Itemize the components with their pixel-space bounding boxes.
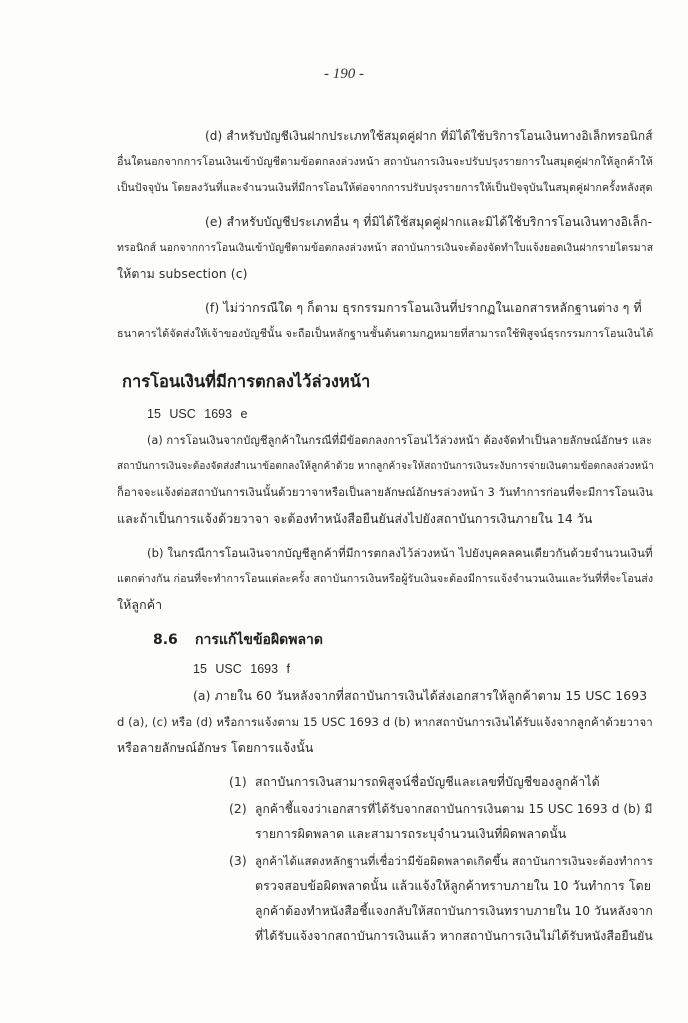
para-f-line-1: (f) ไม่ว่ากรณีใด ๆ ก็ตาม ธุรกรรมการโอนเงินที่ปรากฏในเอกสารหลักฐานต่าง ๆ ที่ [205, 300, 642, 315]
list-item-1-line-1: สถาบันการเงินสามารถพิสูจน์ชื่อบัญชีและเลขที่บัญชีของลูกค้าได้ [255, 774, 600, 789]
para-e-line-1: (e) สำหรับบัญชีประเภทอื่น ๆ ที่มิได้ใช้สมุดคู่ฝากและมิได้ใช้บริการโอนเงินทางอิเล็ก- [205, 215, 653, 229]
para-b1-line-3: ให้ลูกค้า [117, 597, 163, 612]
para-a1-line-3: ก็อาจจะแจ้งต่อสถาบันการเงินนั้นด้วยวาจาหรือเป็นลายลักษณ์อักษรล่วงหน้า 3 วันทำการก่อนที่จะมีการโอนเงิน [117, 486, 653, 499]
subsection-ref: 15 USC 1693 f [193, 662, 290, 676]
para-f-line-2: ธนาคารได้จัดส่งให้เจ้าของบัญชีนั้น จะถือเป็นหลักฐานชั้นต้นตามกฎหมายที่สามารถใช้พิสูจน์ธุรกรรมการโอนเงินได้ [117, 327, 654, 340]
subsection-number: 8.6 [153, 632, 178, 648]
para-b1-line-2: แตกต่างกัน ก่อนที่จะทำการโอนแต่ละครั้ง สถาบันการเงินหรือผู้รับเงินจะต้องมีการแจ้งจำนวนเงินและวันที่ที่จะโอนส่ง [117, 572, 654, 585]
subsection-title: การแก้ไขข้อผิดพลาด [195, 632, 324, 648]
list-item-2-number: (2) [229, 801, 247, 816]
section-heading: การโอนเงินที่มีการตกลงไว้ล่วงหน้า [122, 372, 371, 391]
para-b1-line-1: (b) ในกรณีการโอนเงินจากบัญชีลูกค้าที่มีการตกลงไว้ล่วงหน้า ไปยังบุคคลคนเดียวกันด้วยจำนวนเงินที่ [147, 546, 653, 560]
para-a1-line-2: สถาบันการเงินจะต้องจัดส่งสำเนาข้อตกลงให้ลูกค้าด้วย หากลูกค้าจะให้สถาบันการเงินระงับการจ่ายเงินตามข้อตกลงล่วงหน้า [117, 461, 654, 472]
para-a2-line-1: (a) ภายใน 60 วันหลังจากที่สถาบันการเงินได้ส่งเอกสารให้ลูกค้าตาม 15 USC 1693 [193, 688, 648, 703]
list-item-3-line-1: ลูกค้าได้แสดงหลักฐานที่เชื่อว่ามีข้อผิดพลาดเกิดขึ้น สถาบันการเงินจะต้องทำการ [255, 854, 654, 868]
para-a2-line-2: d (a), (c) หรือ (d) หรือการแจ้งตาม 15 USC 1693 d (b) หากสถาบันการเงินได้รับแจ้งจากลูกค้าด้วยวาจา [117, 715, 653, 729]
list-item-3-line-3: ลูกค้าต้องทำหนังสือชี้แจงกลับให้สถาบันการเงินทราบภายใน 10 วันหลังจาก [255, 904, 653, 918]
list-item-1-number: (1) [229, 774, 247, 789]
para-d-line-1: (d) สำหรับบัญชีเงินฝากประเภทใช้สมุดคู่ฝาก ที่มิได้ใช้บริการโอนเงินทางอิเล็กทรอนิกส์ [205, 129, 653, 143]
para-e-line-2: ทรอนิกส์ นอกจากการโอนเงินเข้าบัญชีตามข้อตกลงล่วงหน้า สถาบันการเงินจะต้องจัดทำใบแจ้งยอดเงินฝากรายไตรมาส [117, 242, 654, 254]
list-item-3-line-4: ที่ได้รับแจ้งจากสถาบันการเงินแล้ว หากสถาบันการเงินไม่ได้รับหนังสือยืนยัน [255, 929, 653, 943]
subsection-heading [153, 631, 323, 649]
para-d-line-3: เป็นปัจจุบัน โดยลงวันที่และจำนวนเงินที่มีการโอนให้ต่อจากการปรับปรุงรายการให้เป็นปัจจุบันในสมุดคู่ฝากครั้งหลังสุด [117, 182, 653, 194]
para-e-line-3: ให้ตาม subsection (c) [117, 266, 248, 281]
para-a2-line-3: หรือลายลักษณ์อักษร โดยการแจ้งนั้น [117, 740, 314, 755]
section-ref: 15 USC 1693 e [147, 407, 248, 421]
para-d-line-2: อื่นใดนอกจากการโอนเงินเข้าบัญชีตามข้อตกลงล่วงหน้า สถาบันการเงินจะปรับปรุงรายการในสมุดคู่ฝากให้ลูกค้าให้ [117, 155, 653, 168]
list-item-2-line-1: ลูกค้าชี้แจงว่าเอกสารที่ได้รับจากสถาบันการเงินตาม 15 USC 1693 d (b) มี [255, 802, 653, 816]
list-item-3-line-2: ตรวจสอบข้อผิดพลาดนั้น แล้วแจ้งให้ลูกค้าทราบภายใน 10 วันทำการ โดย [255, 878, 652, 893]
list-item-2-line-2: รายการผิดพลาด และสามารถระบุจำนวนเงินที่ผิดพลาดนั้น [255, 826, 567, 841]
para-a1-line-4: และถ้าเป็นการแจ้งด้วยวาจา จะต้องทำหนังสือยืนยันส่งไปยังสถาบันการเงินภายใน 14 วัน [117, 511, 593, 526]
list-item-3-number: (3) [229, 853, 247, 868]
para-a1-line-1: (a) การโอนเงินจากบัญชีลูกค้าในกรณีที่มีข้อตกลงการโอนไว้ล่วงหน้า ต้องจัดทำเป็นลายลักษณ์อักษร และ [147, 434, 653, 447]
page-number: - 190 - [324, 66, 364, 82]
